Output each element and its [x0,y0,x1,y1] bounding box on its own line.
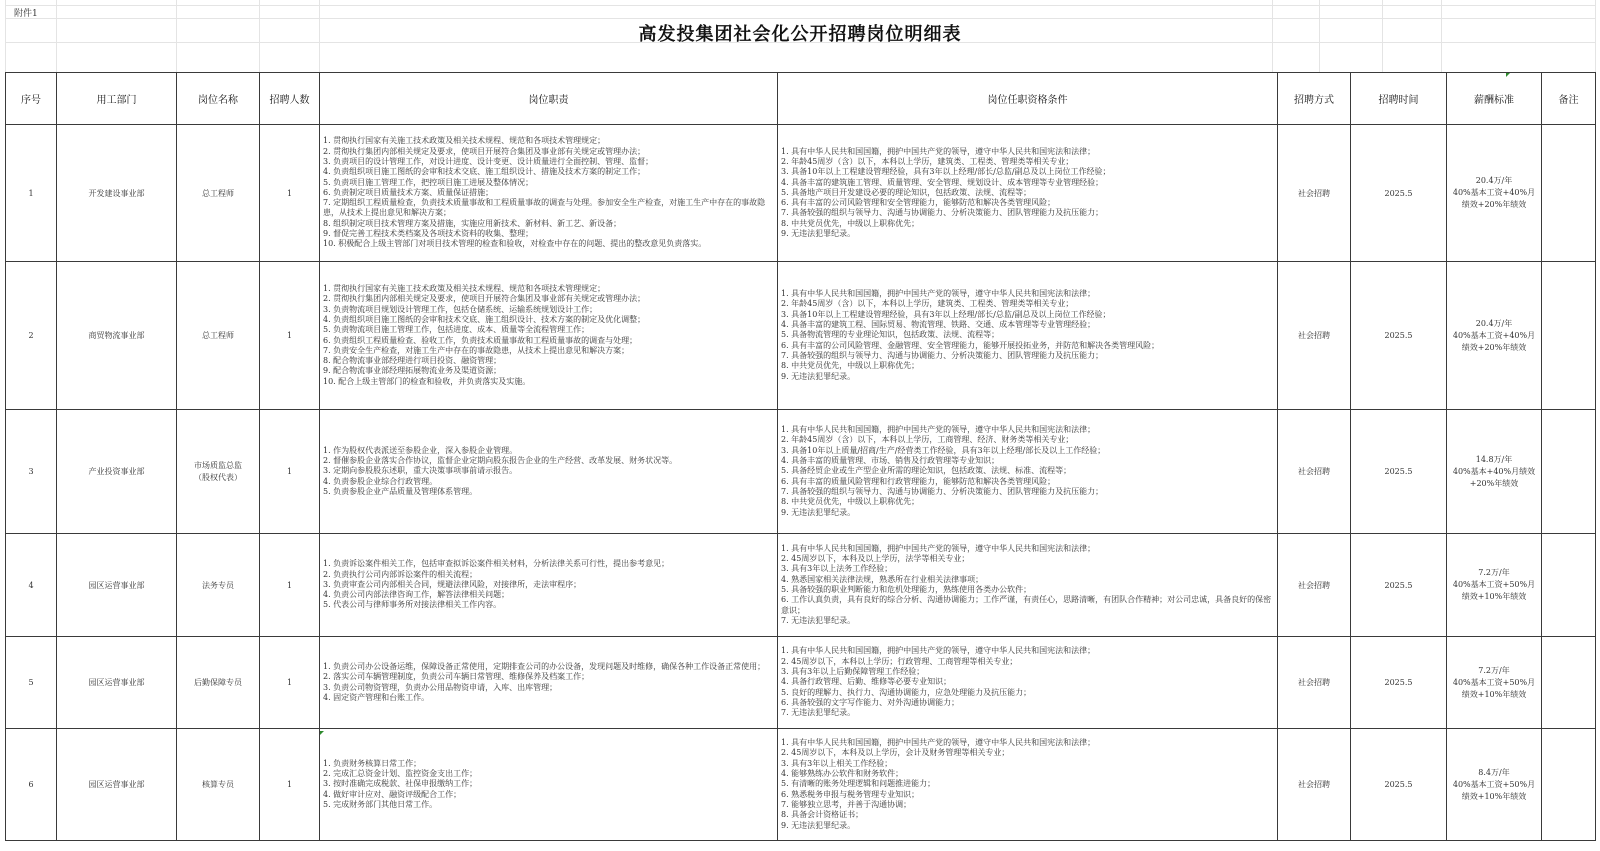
requirement-item: 6. 工作认真负责，具有良好的综合分析、沟通协调能力；工作严谨，有责任心，思路清晰，有团队合作精神；对公司忠诚，具备良好的保密意识； [781,595,1272,615]
cell-salary [1447,729,1542,841]
requirement-item: 3. 具备10年以上质量/招商/生产/经营类工作经验，具有3年以上经理/部长及以上工作经验； [781,445,1106,455]
cell-remarks [1542,125,1596,262]
duty-item: 2. 完成汇总资金计划、监控资金支出工作； [323,769,478,779]
cell-salary [1447,534,1542,637]
requirement-item: 3. 具备10年以上工程建设管理经验，具有3年以上经理/部长/总监/副总及以上岗位工作经验； [781,167,1111,177]
duty-item: 1. 负责诉讼案件相关工作，包括审查拟诉讼案件相关材料，分析法律关系可行性，提出参考意见； [323,559,670,569]
cell-department: 开发建设事业部 [57,125,177,262]
cell-position: 总工程师 [177,262,260,410]
cell-seq: 4 [6,534,57,637]
cell-remarks [1542,410,1596,534]
salary-structure: 绩效+10%年绩效 [1461,689,1527,699]
cell-count: 1 [260,262,320,410]
requirement-item: 2. 年龄45周岁（含）以下，本科以上学历，建筑类、工程类、管理类等相关专业； [781,156,1074,166]
duty-item: 4. 负责公司内部法律咨询工作，解答法律相关问题； [323,590,510,600]
salary-structure: 40%基本工资+50%月 [1452,677,1536,687]
salary-amount: 8.4万/年 [1478,767,1510,777]
requirement-item: 7. 具备较强的组织与领导力、沟通与协调能力、分析决策能力、团队管理能力及抗压能力； [781,208,1104,218]
salary-structure: 40%基本+40%月绩效 [1452,466,1536,476]
cell-remarks [1542,262,1596,410]
cell-department: 园区运营事业部 [57,729,177,841]
recruitment-table [5,72,1596,841]
requirement-item: 9. 无违法犯罪纪录。 [781,507,856,517]
cell-seq: 5 [6,637,57,729]
requirement-item: 4. 具备行政管理、后勤、维修等必要专业知识； [781,677,952,687]
requirement-item: 5. 具备物流管理的专业理论知识，包括政策、法规、流程等； [781,330,1000,340]
table-row [6,637,1596,729]
requirement-item: 1. 具有中华人民共和国国籍，拥护中国共产党的领导，遵守中华人民共和国宪法和法律； [781,543,1096,553]
header-remarks: 备注 [1542,73,1596,125]
requirement-item: 2. 年龄45周岁（含）以下，本科以上学历，建筑类、工程类、管理类等相关专业； [781,299,1074,309]
header-department: 用工部门 [57,73,177,125]
cell-salary [1447,410,1542,534]
duty-item: 5. 负责物流项目施工管理工作，包括进度、成本、质量等全流程管理工作； [323,325,590,335]
cell-duties [320,729,778,841]
cell-position: 总工程师 [177,125,260,262]
duty-item: 3. 负责物流项目规划设计管理工作，包括仓储系统、运输系统规划设计工作； [323,304,598,314]
requirement-item: 6. 具有丰富的质量风险管理和行政管理能力，能够防范和解决各类管理风险； [781,476,1056,486]
requirement-item: 3. 具有3年以上后勤保障管理工作经验； [781,667,925,677]
duty-item: 2. 贯彻执行集团内部相关规定及要求，使项目开展符合集团及事业部有关规定或管理办法； [323,146,646,156]
duty-item: 3. 负责公司物资管理，负责办公用品物资申请，入库、出库管理； [323,682,558,692]
cell-seq: 2 [6,262,57,410]
duty-item: 5. 完成财务部门其他日常工作。 [323,799,438,809]
cell-department: 商贸物流事业部 [57,262,177,410]
duty-item: 3. 负责审查公司内部相关合同，规避法律风险，对接律所，走法审程序； [323,579,582,589]
salary-amount: 20.4万/年 [1475,176,1513,185]
requirement-item: 7. 无违法犯罪纪录。 [781,708,856,718]
requirement-item: 6. 具有丰富的公司风险管理和安全管理能力，能够防范和解决各类管理风险； [781,198,1056,208]
cell-position [177,410,260,534]
requirement-item: 4. 具备丰富的建筑施工管理、质量管理、安全管理、规划设计、成本管理等专业管理经验； [781,177,1104,187]
cell-requirements [778,729,1278,841]
salary-structure: +20%年绩效 [1469,478,1519,488]
duty-item: 3. 按时准确完成税款、社保申报缴纳工作； [323,779,478,789]
header-salary: 薪酬标准 [1447,73,1542,125]
cell-method: 社会招聘 [1278,637,1351,729]
header-count: 招聘人数 [260,73,320,125]
sheet-gridline [5,5,1595,6]
requirement-item: 2. 年龄45周岁（含）以下，本科以上学历，工商管理、经济、财务类等相关专业； [781,435,1074,445]
requirement-item: 7. 能够独立思考，并善于沟通协调； [781,799,912,809]
cell-time: 2025.5 [1351,262,1447,410]
salary-structure: 40%基本工资+40%月 [1452,330,1536,340]
duty-item: 6. 负责组织工程质量检查、验收工作，负责技术质量事故和工程质量事故的调查与处理； [323,335,638,345]
cell-count: 1 [260,125,320,262]
duty-item: 7. 负责安全生产检查，对施工生产中存在的事故隐患，从技术上提出意见和解决方案； [323,345,630,355]
cell-method: 社会招聘 [1278,534,1351,637]
duty-item: 7. 定期组织工程质量检查，负责技术质量事故和工程质量事故的调查与处理。参加安全生产检查，对施工生产中存在的事故隐患，从技术上提出意见和解决方案； [323,198,766,218]
requirement-item: 2. 45周岁以下，本科及以上学历，会计及财务管理等相关专业； [781,748,1010,758]
header-method: 招聘方式 [1278,73,1351,125]
duty-item: 2. 贯彻执行集团内部相关规定及要求，使项目开展符合集团及事业部有关规定或管理办法； [323,294,646,304]
duty-item: 4. 负责参股企业综合行政管理。 [323,476,438,486]
duty-item: 6. 负责制定项目质量技术方案、质量保证措施； [323,187,494,197]
cell-requirements [778,125,1278,262]
requirement-item: 5. 具备较强的职业判断能力和危机处理能力，熟练使用各类办公软件； [781,585,1032,594]
cell-seq: 6 [6,729,57,841]
requirement-item: 8. 中共党员优先，中级以上职称优先； [781,497,920,507]
duty-item: 3. 负责项目的设计管理工作，对设计进度、设计变更、设计质量进行全面控制、管理、监督； [323,156,654,166]
header-row [6,73,1596,125]
duty-item: 1. 作为股权代表派送至参股企业，深入参股企业管理。 [323,445,518,455]
page-title: 高发投集团社会化公开招聘岗位明细表 [638,24,962,45]
requirement-item: 7. 具备较强的组织与领导力、沟通与协调能力、分析决策能力、团队管理能力及抗压能力； [781,350,1104,360]
cell-time: 2025.5 [1351,534,1447,637]
cell-method: 社会招聘 [1278,410,1351,534]
duty-item: 8. 组织制定项目技术管理方案及措施，实施应用新技术、新材料、新工艺、新设备； [323,218,622,228]
salary-structure: 绩效+20%年绩效 [1461,342,1527,352]
duty-item: 1. 负责财务核算日常工作； [323,758,422,768]
duty-item: 3. 定期向参股股东述职，重大决策事项事前请示报告。 [323,466,518,476]
cell-count: 1 [260,637,320,729]
cell-salary [1447,637,1542,729]
salary-amount: 7.2万/年 [1478,665,1510,675]
requirement-item: 9. 无违法犯罪纪录。 [781,229,856,239]
cell-remarks [1542,729,1596,841]
salary-structure: 40%基本工资+50%月 [1452,779,1536,789]
comment-indicator-icon [320,731,324,735]
table-row [6,534,1596,637]
requirement-item: 2. 45周岁以下，本科以上学历；行政管理、工商管理等相关专业； [781,656,1018,666]
requirement-item: 5. 有清晰的账务处理逻辑和问题推进能力； [781,779,936,789]
duty-item: 5. 代表公司与律师事务所对接法律相关工作内容。 [323,600,502,610]
table-row [6,125,1596,262]
duty-item: 2. 负责执行公司内部诉讼案件的相关流程； [323,569,478,579]
salary-amount: 20.4万/年 [1475,318,1513,328]
duty-item: 4. 固定资产管理和台账工作。 [323,692,430,702]
cell-count: 1 [260,534,320,637]
requirement-item: 4. 能够熟练办公软件和财务软件； [781,769,904,779]
cell-duties [320,262,778,410]
cell-time: 2025.5 [1351,729,1447,841]
duty-item: 10. 积极配合上级主管部门对项目技术管理的检查和验收，对检查中存在的问题、提出的整改意见负责落实。 [323,239,707,249]
cell-requirements [778,637,1278,729]
cell-count: 1 [260,410,320,534]
duty-item: 1. 贯彻执行国家有关施工技术政策及相关技术规程、规范和各项技术管理规定； [323,136,606,146]
cell-requirements [778,534,1278,637]
cell-method: 社会招聘 [1278,729,1351,841]
requirement-item: 9. 无违法犯罪纪录。 [781,371,856,381]
cell-duties [320,534,778,637]
requirement-item: 4. 熟悉国家相关法律法规，熟悉所在行业相关法律事项； [781,574,984,584]
requirement-item: 8. 具备会计资格证书； [781,810,864,820]
requirement-item: 1. 具有中华人民共和国国籍，拥护中国共产党的领导，遵守中华人民共和国宪法和法律； [781,646,1096,656]
duty-item: 1. 负责公司办公设备运维，保障设备正常使用，定期排查公司的办公设备，发现问题及时维修，确保各种工作设备正常使用； [323,661,766,671]
table-row [6,729,1596,841]
requirement-item: 5. 具备地产项目开发建设必要的理论知识，包括政策、法规、流程等； [781,187,1032,197]
cell-duties [320,410,778,534]
comment-indicator-icon [1506,73,1510,77]
cell-duties [320,125,778,262]
requirement-item: 5. 具备经贸企业或生产型企业所需的理论知识，包括政策、法规、标准、流程等； [781,466,1072,476]
requirement-item: 3. 具备10年以上工程建设管理经验，具有3年以上经理/部长/总监/副总及以上岗位工作经验； [781,309,1111,319]
requirement-item: 6. 具有丰富的公司风险管理、金融管理、安全管理能力，能够开展投拓业务，并防范和解决各类管理风险； [781,340,1160,350]
salary-structure: 40%基本工资+40%月 [1452,188,1536,197]
requirement-item: 5. 良好的理解力、执行力、沟通协调能力，应急处理能力及抗压能力； [781,687,1032,697]
salary-amount: 14.8万/年 [1475,454,1513,464]
duty-item: 10. 配合上级主管部门的检查和验收，并负责落实及实施。 [323,376,531,386]
cell-requirements [778,262,1278,410]
requirement-item: 3. 具有3年以上相关工作经验； [781,758,893,768]
requirement-item: 2. 45周岁以下，本科及以上学历，法学等相关专业； [781,554,970,564]
salary-amount: 7.2万/年 [1478,568,1510,577]
requirement-item: 1. 具有中华人民共和国国籍，拥护中国共产党的领导，遵守中华人民共和国宪法和法律； [781,425,1096,435]
cell-salary [1447,262,1542,410]
cell-remarks [1542,534,1596,637]
duty-item: 5. 负责参股企业产品质量及管理体系管理。 [323,486,478,496]
cell-department: 产业投资事业部 [57,410,177,534]
header-position: 岗位名称 [177,73,260,125]
salary-structure: 40%基本工资+50%月 [1452,580,1536,589]
cell-time: 2025.5 [1351,410,1447,534]
requirement-item: 3. 具有3年以上法务工作经验； [781,564,893,574]
salary-structure: 绩效+10%年绩效 [1461,592,1527,601]
cell-method: 社会招聘 [1278,125,1351,262]
cell-count: 1 [260,729,320,841]
position-note: （股权代表） [194,472,242,482]
header-time: 招聘时间 [1351,73,1447,125]
cell-department: 园区运营事业部 [57,637,177,729]
duty-item: 2. 落实公司车辆管理制度，负责公司车辆日常管理、维修保养及档案工作； [323,672,590,682]
requirement-item: 4. 具备丰富的质量管理、市场、销售及行政管理等专业知识； [781,456,1000,466]
duty-item: 8. 配合物流事业部经理进行项目投资、融资管理； [323,356,502,366]
requirement-item: 7. 具备较强的组织与领导力、沟通与协调能力、分析决策能力、团队管理能力及抗压能力； [781,486,1104,496]
requirement-item: 6. 具备较强的文字写作能力、对外沟通协调能力； [781,697,960,707]
requirement-item: 9. 无违法犯罪纪录。 [781,820,856,830]
duty-item: 4. 做好审计应对、融资评级配合工作； [323,789,462,799]
cell-position: 核算专员 [177,729,260,841]
requirement-item: 8. 中共党员优先，中级以上职称优先； [781,218,920,228]
header-duties: 岗位职责 [320,73,778,125]
duty-item: 4. 负责组织项目施工图纸的会审和技术交底、施工组织设计、技术方案的制定及优化调整； [323,314,646,324]
table-row [6,410,1596,534]
duty-item: 1. 贯彻执行国家有关施工技术政策及相关技术规程、规范和各项技术管理规定； [323,284,606,294]
cell-requirements [778,410,1278,534]
requirement-item: 1. 具有中华人民共和国国籍，拥护中国共产党的领导，遵守中华人民共和国宪法和法律； [781,146,1096,156]
cell-remarks [1542,637,1596,729]
cell-position: 后勤保障专员 [177,637,260,729]
requirement-item: 7. 无违法犯罪纪录。 [781,615,856,625]
requirement-item: 1. 具有中华人民共和国国籍，拥护中国共产党的领导，遵守中华人民共和国宪法和法律； [781,289,1096,299]
cell-time: 2025.5 [1351,125,1447,262]
duty-item: 9. 配合物流事业部经理拓展物流业务及渠道资源； [323,366,502,376]
position-title: 市场质监总监 [194,460,242,470]
cell-method: 社会招聘 [1278,262,1351,410]
cell-time: 2025.5 [1351,637,1447,729]
cell-seq: 3 [6,410,57,534]
cell-duties [320,637,778,729]
duty-item: 5. 负责项目施工管理工作，把控项目施工进展及整体情况； [323,177,534,187]
salary-structure: 绩效+20%年绩效 [1461,200,1527,209]
requirement-item: 4. 具备丰富的建筑工程、国际贸易、物流管理、铁路、交通、成本管理等专业管理经验； [781,320,1096,330]
header-seq: 序号 [6,73,57,125]
requirement-item: 8. 中共党员优先，中级以上职称优先； [781,361,920,371]
cell-seq: 1 [6,125,57,262]
cell-salary [1447,125,1542,262]
attachment-label: 附件1 [14,9,38,19]
salary-structure: 绩效+10%年绩效 [1461,791,1527,801]
duty-item: 4. 负责组织项目施工图纸的会审和技术交底、施工组织设计、措施及技术方案的制定工作； [323,167,646,177]
duty-item: 2. 督催参股企业落实合作协议，监督企业定期向股东报告企业的生产经营、改革发展、财务状况等。 [323,456,678,466]
cell-position: 法务专员 [177,534,260,637]
table-row [6,262,1596,410]
requirement-item: 1. 具有中华人民共和国国籍，拥护中国共产党的领导，遵守中华人民共和国宪法和法律； [781,738,1096,748]
sheet-gridline [5,18,1595,19]
cell-department: 园区运营事业部 [57,534,177,637]
header-requirements: 岗位任职资格条件 [778,73,1278,125]
requirement-item: 6. 熟悉税务申报与税务管理专业知识； [781,789,920,799]
duty-item: 9. 督促完善工程技术类档案及各项技术资料的收集、整理； [323,229,534,239]
